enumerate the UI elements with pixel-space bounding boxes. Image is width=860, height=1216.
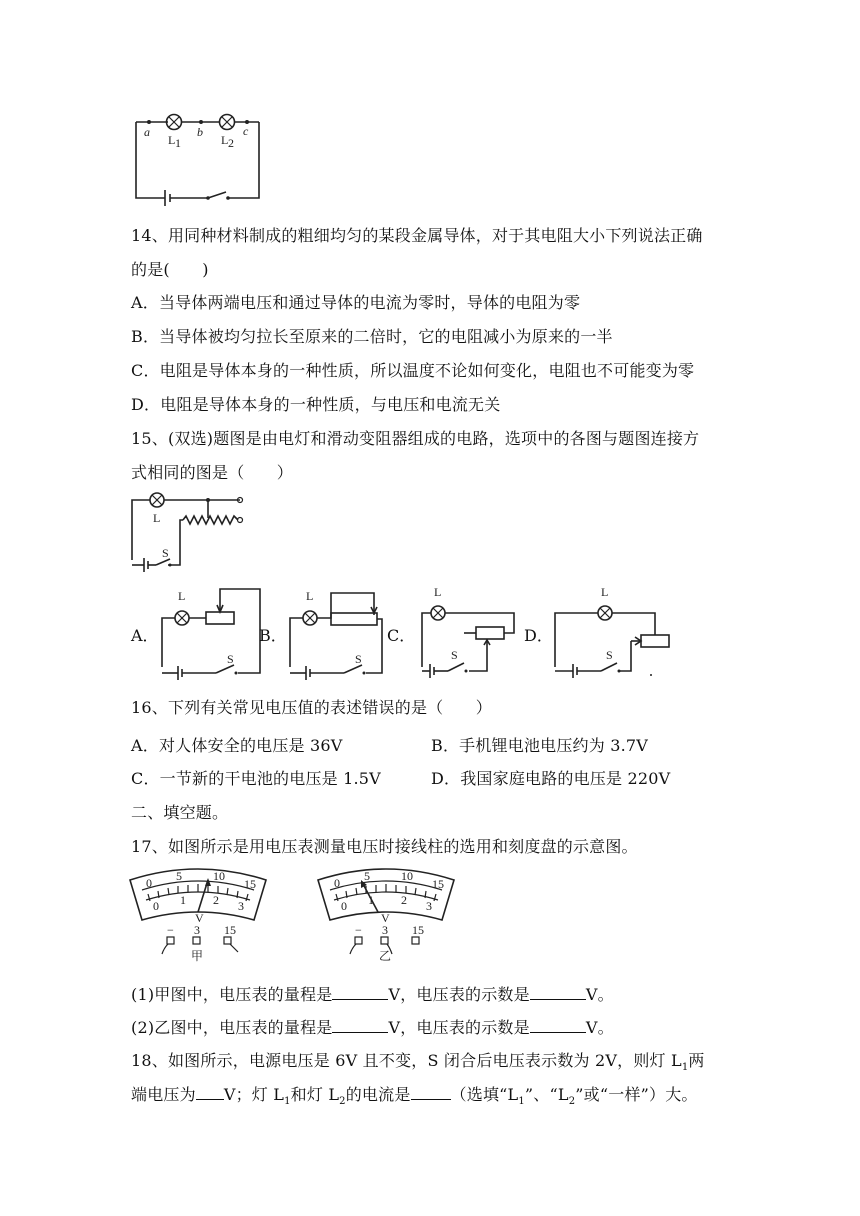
q18-line1 [131, 1048, 705, 1073]
section-heading-fill-in: 二、填空题。 [131, 803, 229, 822]
q18-line1-text-a: 18、如图所示，电源电压是 6V 且不变，S 闭合后电压表示数为 2V，则灯 L [131, 1051, 682, 1070]
meter-jia-bottom-tick-2: 2 [213, 893, 219, 907]
q17-stem: 17、如图所示是用电压表测量电压时接线柱的选用和刻度盘的示意图。 [131, 837, 638, 856]
q18-line2-text-a: 端电压为 [131, 1085, 196, 1104]
meter-yi-terminal-15: 15 [412, 923, 424, 937]
lamp-l2-subscript: 2 [228, 136, 234, 150]
lamp-l1-subscript: 1 [175, 136, 181, 150]
q16-option-d: D．我国家庭电路的电压是 220V [431, 769, 671, 788]
q16-option-b: B．手机锂电池电压约为 3.7V [431, 736, 649, 755]
q18-line2-sub2: 2 [339, 1096, 346, 1108]
q15-opt-a-switch-label: S [227, 652, 234, 666]
meter-yi-bottom-tick-3: 3 [426, 899, 432, 913]
node-c-label: c [243, 124, 249, 138]
meter-jia-bottom-tick-3: 3 [238, 899, 244, 913]
q16-stem: 16、下列有关常见电压值的表述错误的是（ ） [131, 698, 492, 717]
q18-line2 [131, 1082, 698, 1107]
q18-line2-text-f: ”、“L [524, 1085, 569, 1104]
meter-jia-terminal-neg: − [167, 923, 174, 937]
meter-jia-terminal-post-15 [224, 937, 231, 944]
q17-sub1-blank-reading[interactable] [530, 985, 586, 1000]
q15-opt-d-lamp-label: L [601, 585, 609, 599]
q16-option-c: C．一节新的干电池的电压是 1.5V [131, 769, 381, 788]
q18-line2-text-g: ”或“一样”）大。 [575, 1085, 698, 1104]
q18-line2-sub3: 1 [518, 1096, 525, 1108]
meter-yi-bottom-tick-2: 2 [401, 893, 407, 907]
meter-jia-terminal-3: 3 [194, 923, 200, 937]
q17-sub2-text-a: (2)乙图中，电压表的量程是 [131, 1018, 333, 1037]
q18-line1-sub: 1 [681, 1062, 689, 1074]
meter-yi-top-tick-5: 5 [364, 869, 370, 883]
q15-opt-d-switch-label: S [606, 648, 613, 662]
q15-option-a-letter: A． [131, 626, 159, 645]
meter-jia-caption: 甲 [191, 949, 204, 963]
q15-option-a-circuit [158, 585, 268, 680]
meter-jia-terminal-post-3 [193, 937, 200, 944]
q18-line2-sub1: 1 [284, 1096, 291, 1108]
meter-jia-top-tick-0: 0 [146, 876, 152, 890]
meter-yi-terminal-post-3 [381, 937, 388, 944]
q18-line2-text-d: 的电流是 [345, 1085, 411, 1104]
q18-blank-current[interactable] [411, 1085, 451, 1100]
q17-sub1-blank-range[interactable] [332, 985, 388, 1000]
meter-jia-top-tick-10: 10 [213, 869, 225, 883]
q15-option-d-circuit [551, 585, 681, 680]
meter-yi-terminal-neg: − [355, 923, 362, 937]
q15-option-d-letter: D． [524, 626, 553, 645]
meter-yi-top-tick-15: 15 [432, 877, 444, 891]
q15-opt-b-lamp-label: L [306, 589, 314, 603]
q15-opt-c-switch-label: S [451, 648, 458, 662]
q18-line2-sub4: 2 [568, 1096, 576, 1108]
meter-yi-bottom-tick-1: 1 [368, 893, 374, 907]
q14-option-c: C．电阻是导体本身的一种性质，所以温度不论如何变化，电阻也不可能变为零 [131, 361, 695, 380]
meter-jia-bottom-tick-1: 1 [180, 893, 186, 907]
q18-line2-text-e: （选填“L [450, 1085, 519, 1104]
voltmeter-jia-figure [128, 868, 268, 963]
lamp-l2-label: L [221, 133, 229, 147]
q16-option-a: A．对人体安全的电压是 36V [131, 736, 343, 755]
meter-yi-terminal-post-15 [412, 937, 419, 944]
q15-fig-lamp-label: L [153, 511, 161, 525]
meter-jia-top-tick-5: 5 [176, 869, 182, 883]
meter-yi-caption: 乙 [379, 949, 392, 963]
meter-yi-top-tick-10: 10 [401, 869, 413, 883]
q18-line2-text-b: V；灯 L [223, 1085, 285, 1104]
voltmeter-yi-figure [316, 868, 456, 963]
q17-sub2 [131, 1015, 614, 1038]
q14-option-a: A．当导体两端电压和通过导体的电流为零时，导体的电阻为零 [131, 293, 581, 312]
node-a-label: a [144, 125, 150, 139]
lamp-l1-label: L [168, 133, 176, 147]
q14-option-d: D．电阻是导体本身的一种性质，与电压和电流无关 [131, 395, 501, 414]
q15-fig-switch-label: S [162, 546, 169, 560]
q15-option-b-circuit [286, 585, 396, 680]
q15-option-b-letter: B． [259, 626, 287, 645]
meter-yi-top-tick-0: 0 [334, 876, 340, 890]
q17-sub2-text-b: V，电压表的示数是 [388, 1018, 530, 1037]
q17-sub2-text-c: V。 [585, 1018, 614, 1037]
meter-yi-unit: V [381, 911, 390, 925]
q18-blank-voltage[interactable] [196, 1085, 224, 1100]
q17-sub2-blank-reading[interactable] [530, 1018, 586, 1033]
q17-sub1-text-a: (1)甲图中，电压表的量程是 [131, 985, 333, 1004]
q14-stem-line1: 14、用同种材料制成的粗细均匀的某段金属导体，对于其电阻大小下列说法正确 [131, 226, 703, 245]
q15-stem-line1: 15、(双选)题图是由电灯和滑动变阻器组成的电路，选项中的各图与题图连接方 [131, 429, 700, 448]
q15-opt-a-lamp-label: L [178, 589, 186, 603]
series-circuit-figure [128, 105, 268, 205]
meter-jia-bottom-tick-0: 0 [153, 899, 159, 913]
q15-opt-c-lamp-label: L [434, 585, 442, 599]
q17-sub2-blank-range[interactable] [332, 1018, 388, 1033]
meter-jia-terminal-15: 15 [224, 923, 236, 937]
meter-yi-terminal-3: 3 [382, 923, 388, 937]
q14-stem-line2: 的是( ) [131, 260, 209, 279]
meter-jia-unit: V [195, 911, 204, 925]
q18-line1-text-b: 两 [688, 1051, 705, 1070]
node-b-label: b [197, 125, 203, 139]
meter-yi-bottom-tick-0: 0 [341, 899, 347, 913]
q18-line2-text-c: 和灯 L [290, 1085, 340, 1104]
q15-option-c-letter: C． [387, 626, 416, 645]
q15-opt-b-switch-label: S [355, 652, 362, 666]
q17-sub1-text-b: V，电压表的示数是 [388, 985, 530, 1004]
meter-yi-terminal-post-neg [355, 937, 362, 944]
q15-stem-line2: 式相同的图是（ ） [131, 463, 294, 482]
meter-jia-top-tick-15: 15 [244, 877, 256, 891]
q17-sub1 [131, 982, 614, 1005]
q14-option-b: B．当导体被均匀拉长至原来的二倍时，它的电阻减小为原来的一半 [131, 327, 613, 346]
meter-jia-terminal-post-neg [167, 937, 174, 944]
q17-sub1-text-c: V。 [585, 985, 614, 1004]
q15-option-c-circuit [414, 585, 524, 680]
q15-main-circuit-figure [128, 490, 258, 575]
